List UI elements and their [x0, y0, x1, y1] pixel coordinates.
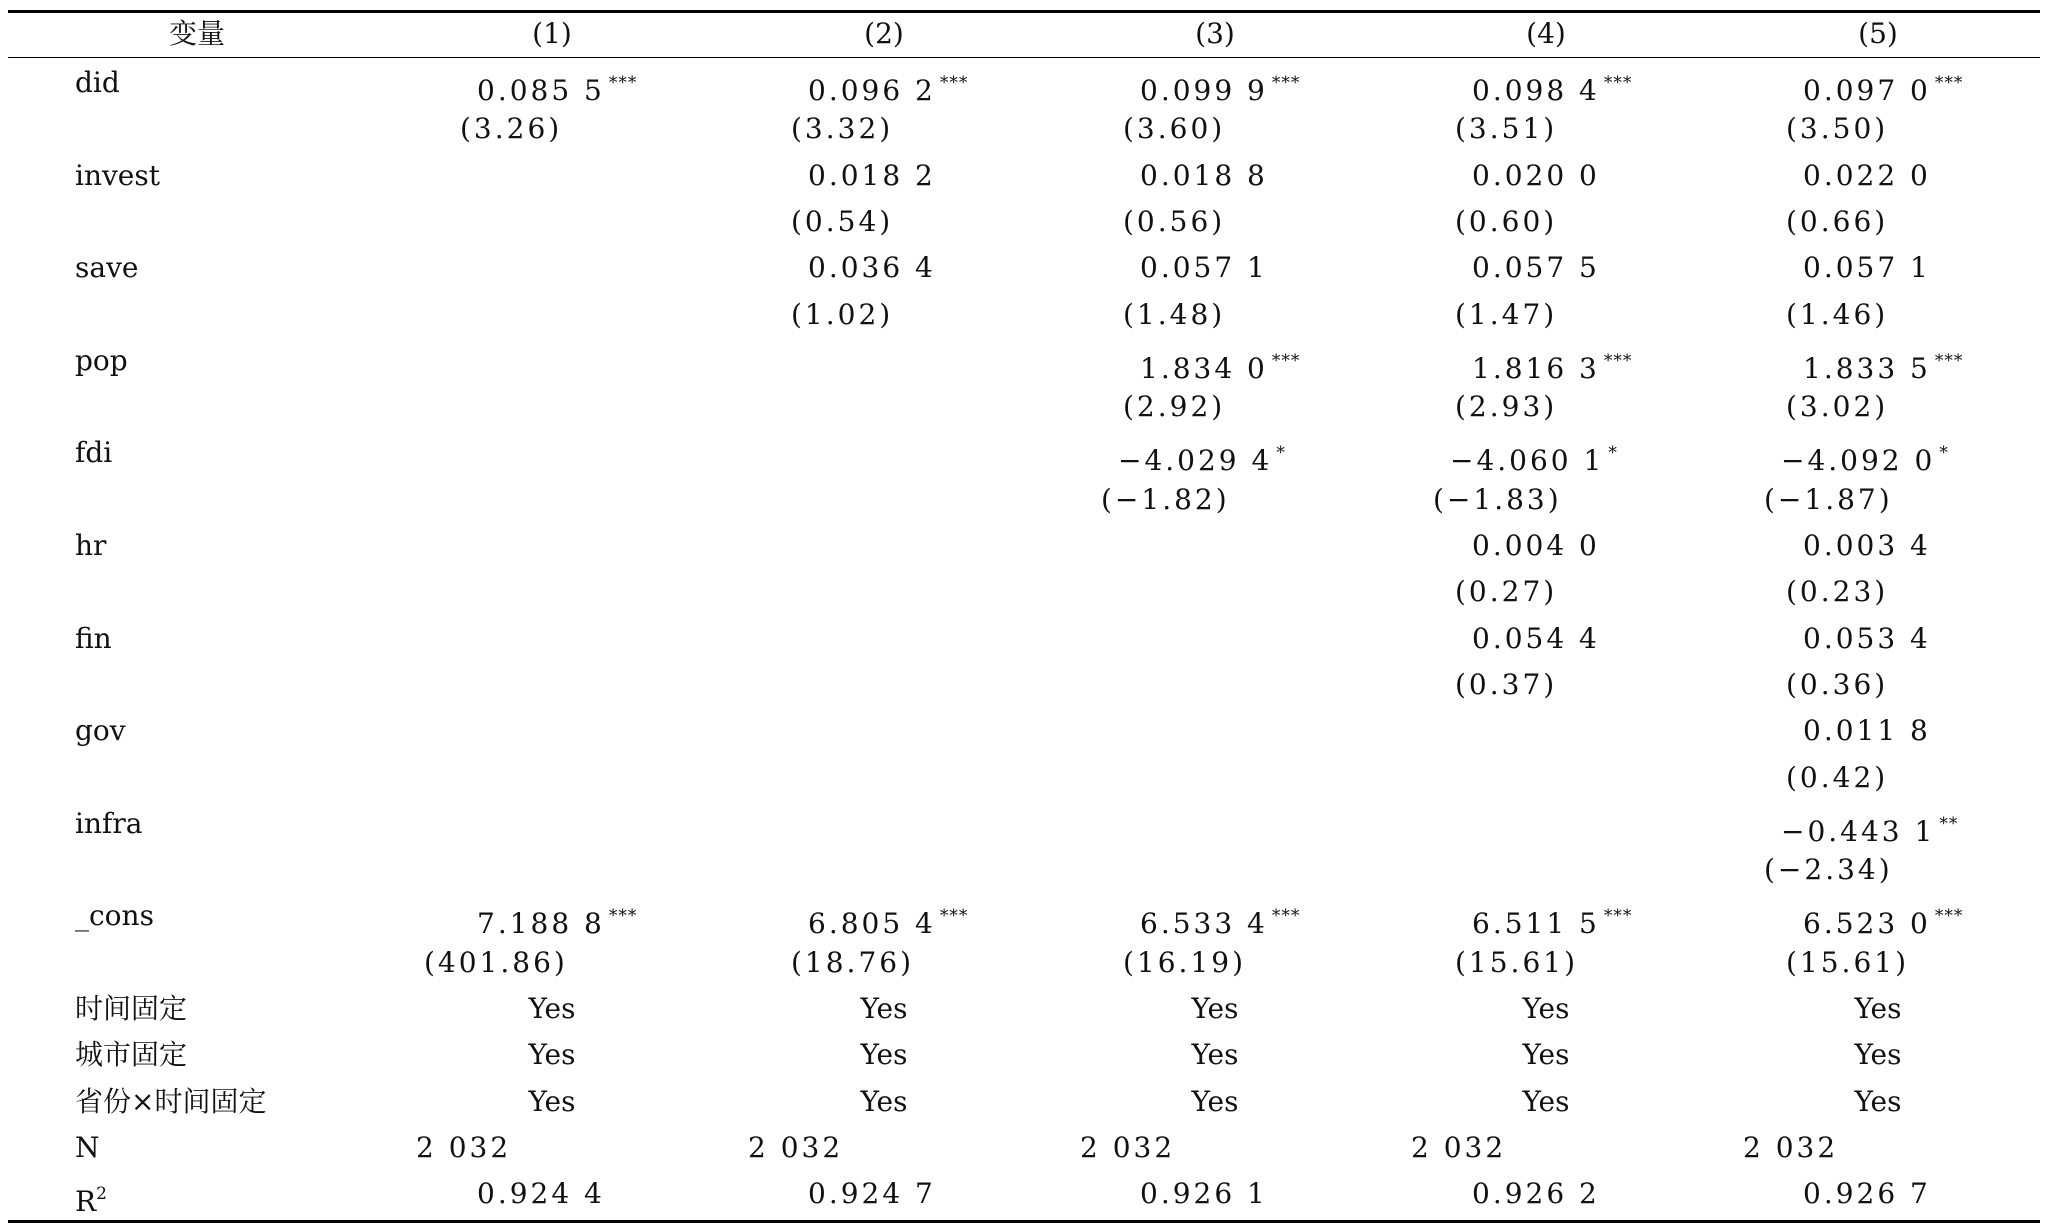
variable-name: save — [75, 251, 139, 285]
t-statistic: (−1.83) — [1433, 482, 1562, 516]
t-statistic: (1.48) — [1123, 297, 1226, 331]
coefficient-cell — [477, 60, 637, 106]
coefficient-cell — [1803, 338, 1963, 384]
significance-stars: *** — [1271, 73, 1301, 93]
coefficient-cell — [808, 245, 936, 291]
t-statistic: (1.47) — [1455, 297, 1558, 331]
coefficient-value: 0.054 4 — [1472, 621, 1600, 655]
coefficient-value: 1.834 0 — [1140, 351, 1268, 385]
r-squared-value: 0.926 7 — [1803, 1177, 1931, 1211]
table-row — [0, 60, 2048, 106]
significance-stars: *** — [1603, 906, 1633, 927]
header-variable: 变量 — [168, 17, 226, 50]
t-statistic: (401.86) — [424, 945, 568, 979]
control-indicator: Yes — [1854, 1038, 1902, 1072]
control-indicator: Yes — [1854, 1084, 1902, 1118]
table-row — [0, 616, 2048, 662]
control-indicator: Yes — [860, 1084, 908, 1118]
t-statistic: (3.32) — [791, 112, 894, 146]
table-top-rule — [8, 10, 2040, 13]
table-row — [0, 338, 2048, 384]
t-statistic: (2.92) — [1123, 390, 1226, 424]
coefficient-cell — [1140, 245, 1268, 291]
coefficient-value: −4.092 0 — [1781, 444, 1936, 478]
coefficient-cell — [1781, 801, 1958, 847]
table-header-rule — [8, 57, 2040, 58]
control-row — [0, 986, 2048, 1032]
significance-stars: * — [1939, 443, 1949, 464]
variable-name: fdi — [75, 436, 113, 470]
r-squared-value: 0.926 1 — [1140, 1177, 1268, 1211]
control-name: 城市固定 — [75, 1038, 188, 1072]
variable-name: invest — [75, 158, 160, 192]
coefficient-cell — [1803, 616, 1931, 662]
coefficient-cell — [1803, 708, 1931, 754]
coefficient-value: 1.833 5 — [1803, 351, 1931, 385]
t-statistic: (3.60) — [1123, 112, 1226, 146]
observations-row — [0, 1125, 2048, 1171]
t-statistic: (2.93) — [1455, 390, 1558, 424]
coefficient-value: 0.020 0 — [1472, 158, 1600, 192]
significance-stars: ** — [1939, 813, 1959, 834]
table-row — [0, 523, 2048, 569]
coefficient-value: 0.018 2 — [808, 158, 936, 192]
t-statistic: (18.76) — [791, 945, 915, 979]
control-indicator: Yes — [860, 992, 908, 1025]
coefficient-value: 0.004 0 — [1472, 529, 1600, 562]
coefficient-cell — [1472, 893, 1632, 939]
observations-value: 2 032 — [1743, 1130, 1839, 1164]
observations-label: N — [75, 1130, 100, 1164]
t-statistic: (−1.82) — [1101, 482, 1230, 516]
observations-value: 2 032 — [1411, 1130, 1507, 1164]
significance-stars: *** — [1934, 906, 1964, 927]
significance-stars: * — [1276, 443, 1286, 464]
coefficient-value: 6.523 0 — [1803, 907, 1931, 941]
coefficient-value: 0.099 9 — [1140, 74, 1268, 107]
coefficient-value: −4.029 4 — [1118, 444, 1273, 478]
t-statistic: (16.19) — [1123, 945, 1247, 979]
control-name: 省份×时间固定 — [75, 1084, 267, 1118]
observations-value: 2 032 — [748, 1130, 844, 1164]
control-indicator: Yes — [1191, 1038, 1239, 1072]
coefficient-cell — [1781, 430, 1949, 476]
coefficient-cell — [1140, 893, 1300, 939]
coefficient-value: 0.018 8 — [1140, 158, 1268, 192]
t-statistic: (15.61) — [1786, 945, 1910, 979]
coefficient-cell — [1472, 616, 1600, 662]
control-indicator: Yes — [1191, 992, 1239, 1025]
r-squared-superscript: 2 — [96, 1184, 107, 1205]
significance-stars: *** — [1934, 350, 1964, 371]
coefficient-value: 0.098 4 — [1472, 74, 1600, 107]
t-statistic: (0.56) — [1123, 204, 1226, 238]
t-statistic: (3.51) — [1455, 112, 1558, 146]
t-statistic: (3.50) — [1786, 112, 1889, 146]
t-statistic: (3.26) — [460, 112, 563, 146]
control-row — [0, 1079, 2048, 1125]
control-indicator: Yes — [528, 1038, 576, 1072]
coefficient-value: 0.057 1 — [1803, 251, 1931, 285]
table-row-tstat — [0, 755, 2048, 801]
variable-name: did — [75, 66, 120, 99]
coefficient-cell — [808, 60, 968, 106]
coefficient-cell — [1803, 60, 1963, 106]
coefficient-value: 0.003 4 — [1803, 529, 1931, 562]
coefficient-cell — [1472, 60, 1632, 106]
coefficient-cell — [1140, 153, 1268, 199]
variable-name: fin — [75, 621, 112, 655]
coefficient-value: 0.057 1 — [1140, 251, 1268, 285]
table-row-tstat — [0, 847, 2048, 893]
table-row — [0, 893, 2048, 939]
coefficient-cell — [1803, 523, 1931, 569]
coefficient-value: 0.057 5 — [1472, 251, 1600, 285]
variable-name: infra — [75, 806, 143, 840]
coefficient-value: 7.188 8 — [477, 907, 605, 941]
header-col-5: (5) — [1858, 17, 1898, 50]
coefficient-value: 0.085 5 — [477, 74, 605, 107]
table-row-tstat — [0, 477, 2048, 523]
coefficient-cell — [1803, 245, 1931, 291]
significance-stars: *** — [608, 906, 638, 927]
significance-stars: *** — [939, 906, 969, 927]
t-statistic: (−2.34) — [1764, 853, 1893, 887]
observations-value: 2 032 — [1080, 1130, 1176, 1164]
control-indicator: Yes — [1522, 992, 1570, 1025]
coefficient-cell — [1803, 893, 1963, 939]
t-statistic: (0.37) — [1455, 667, 1558, 701]
coefficient-cell — [1140, 60, 1300, 106]
coefficient-value: 0.036 4 — [808, 251, 936, 285]
coefficient-cell — [1140, 338, 1300, 384]
t-statistic: (0.60) — [1455, 204, 1558, 238]
coefficient-value: 0.096 2 — [808, 74, 936, 107]
coefficient-value: 0.097 0 — [1803, 74, 1931, 107]
table-row — [0, 430, 2048, 476]
variable-name: pop — [75, 343, 128, 377]
control-indicator: Yes — [1854, 992, 1902, 1025]
significance-stars: * — [1608, 443, 1618, 464]
r-squared-row — [0, 1171, 2048, 1217]
t-statistic: (0.36) — [1786, 667, 1889, 701]
t-statistic: (0.66) — [1786, 204, 1889, 238]
control-row — [0, 1032, 2048, 1078]
coefficient-value: 0.022 0 — [1803, 158, 1931, 192]
coefficient-cell — [477, 893, 637, 939]
significance-stars: *** — [1934, 73, 1964, 93]
coefficient-value: 6.511 5 — [1472, 907, 1600, 941]
coefficient-cell — [1472, 245, 1600, 291]
coefficient-cell — [1472, 153, 1600, 199]
significance-stars: *** — [939, 73, 969, 93]
r-squared-value: 0.924 7 — [808, 1177, 936, 1211]
table-row-tstat — [0, 106, 2048, 152]
coefficient-cell — [808, 893, 968, 939]
table-row-tstat — [0, 662, 2048, 708]
control-name: 时间固定 — [75, 992, 188, 1025]
control-indicator: Yes — [528, 992, 576, 1025]
header-col-1: (1) — [532, 17, 572, 50]
header-col-2: (2) — [864, 17, 904, 50]
significance-stars: *** — [1603, 350, 1633, 371]
r-squared-label: $R^2$ — [75, 1184, 107, 1219]
t-statistic: (0.54) — [791, 204, 894, 238]
coefficient-value: 6.805 4 — [808, 907, 936, 941]
coefficient-value: 6.533 4 — [1140, 907, 1268, 941]
t-statistic: (0.42) — [1786, 760, 1889, 794]
r-squared-value: 0.924 4 — [477, 1177, 605, 1211]
r-squared-value: 0.926 2 — [1472, 1177, 1600, 1211]
header-col-4: (4) — [1526, 17, 1566, 50]
table-row-tstat — [0, 292, 2048, 338]
coefficient-cell — [1803, 153, 1931, 199]
variable-name: _cons — [75, 899, 154, 933]
table-row — [0, 801, 2048, 847]
coefficient-value: 0.053 4 — [1803, 621, 1931, 655]
t-statistic: (−1.87) — [1764, 482, 1893, 516]
significance-stars: *** — [1271, 906, 1301, 927]
coefficient-value: 1.816 3 — [1472, 351, 1600, 385]
table-row-tstat — [0, 940, 2048, 986]
control-indicator: Yes — [1522, 1084, 1570, 1118]
table-row-tstat — [0, 199, 2048, 245]
coefficient-cell — [808, 153, 936, 199]
coefficient-cell — [1472, 523, 1600, 569]
significance-stars: *** — [1603, 73, 1633, 93]
coefficient-value: 0.011 8 — [1803, 714, 1931, 748]
control-indicator: Yes — [1522, 1038, 1570, 1072]
significance-stars: *** — [1271, 350, 1301, 371]
t-statistic: (3.02) — [1786, 390, 1889, 424]
t-statistic: (1.02) — [791, 297, 894, 331]
table-row-tstat — [0, 569, 2048, 615]
t-statistic: (15.61) — [1455, 945, 1579, 979]
t-statistic: (0.27) — [1455, 575, 1558, 609]
coefficient-value: −0.443 1 — [1781, 814, 1936, 848]
control-indicator: Yes — [860, 1038, 908, 1072]
control-indicator: Yes — [528, 1084, 576, 1118]
coefficient-cell — [1472, 338, 1632, 384]
control-indicator: Yes — [1191, 1084, 1239, 1118]
variable-name: gov — [75, 714, 126, 748]
coefficient-cell — [1118, 430, 1286, 476]
table-row — [0, 153, 2048, 199]
table-bottom-rule — [8, 1220, 2040, 1223]
t-statistic: (1.46) — [1786, 297, 1889, 331]
table-row — [0, 245, 2048, 291]
coefficient-cell — [1450, 430, 1618, 476]
table-row-tstat — [0, 384, 2048, 430]
coefficient-value: −4.060 1 — [1450, 444, 1605, 478]
t-statistic: (0.23) — [1786, 575, 1889, 609]
observations-value: 2 032 — [416, 1130, 512, 1164]
table-row — [0, 708, 2048, 754]
header-col-3: (3) — [1195, 17, 1235, 50]
variable-name: hr — [75, 529, 107, 562]
significance-stars: *** — [608, 73, 638, 93]
